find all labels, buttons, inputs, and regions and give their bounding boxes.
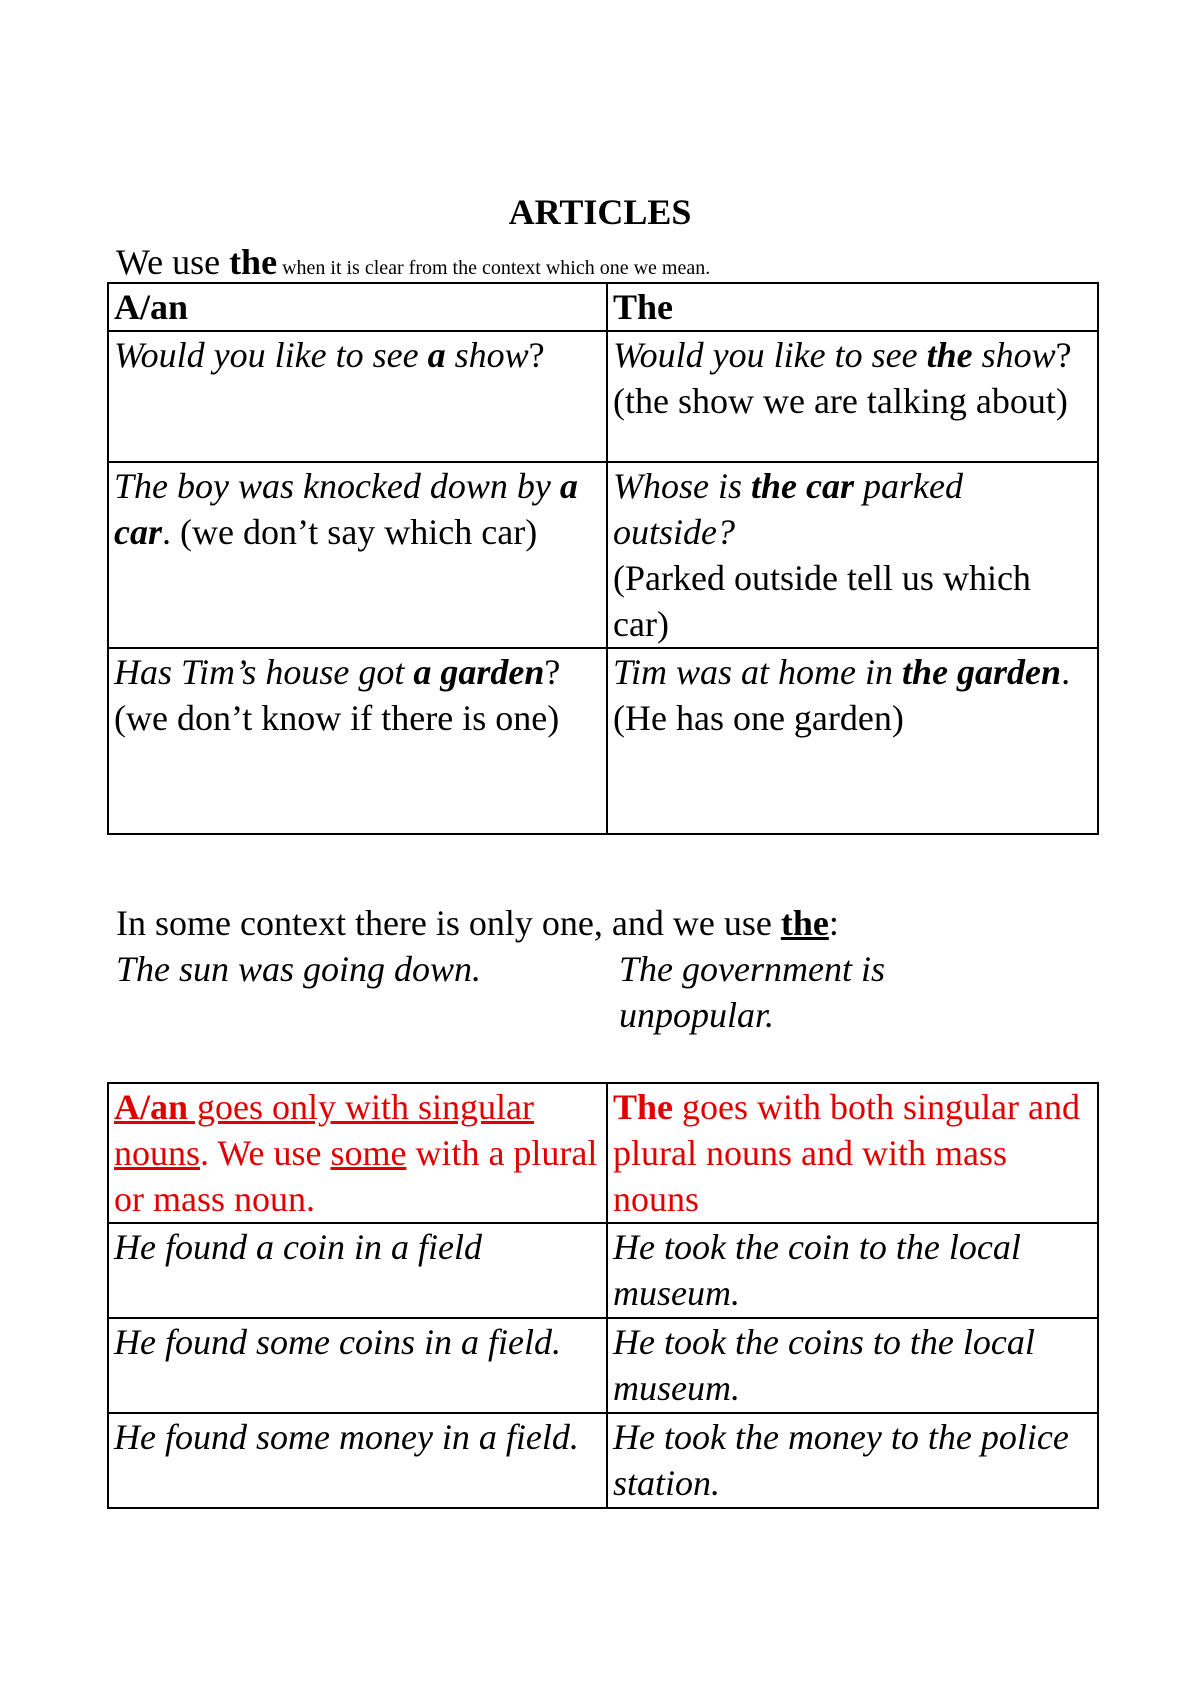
cell-right [607,1318,1098,1413]
cell-text: (we don’t know if there is one) [114,698,560,738]
cell-text: Would you like to see [114,335,428,375]
cell-right [607,462,1098,648]
cell-text: He found a coin in a field [114,1227,482,1267]
page-title: ARTICLES [508,192,692,232]
example-row [116,992,1116,1038]
header-text: some [330,1133,407,1173]
line-prefix: In some context there is only one, and we use [116,903,781,943]
example-right-cont: unpopular. [619,995,775,1035]
cell-right [607,1413,1098,1508]
cell-text: ? (the show we are talking about) [613,335,1072,421]
line-suffix: : [828,903,839,943]
table-row [108,331,1098,462]
only-one-line [116,900,1116,946]
table-header-row [108,283,1098,331]
header-text: . We use [200,1133,331,1173]
cell-text: He found some money in a field. [114,1417,579,1457]
header-text: with a plural or mass noun. [114,1133,598,1219]
example-right: The government is [619,949,885,989]
example-left: The sun was going down. [116,949,482,989]
table-row [108,648,1098,834]
cell-left [108,1318,607,1413]
header-right [607,1083,1098,1223]
cell-text: He found some coins in a field. [114,1322,561,1362]
intro-suffix: when it is clear from the context which one we mean. [277,257,711,279]
cell-text: . [1061,652,1071,692]
cell-text: Would you like to see [613,335,927,375]
header-left [108,1083,607,1223]
cell-bold: the car [751,466,854,506]
cell-text: He took the money to the police station. [613,1417,1069,1503]
cell-text: . (we don’t say which car) [162,512,538,552]
cell-left [108,1413,607,1508]
header-text: goes with both singular and plural nouns and with mass nouns [613,1087,1080,1219]
cell-right [607,1223,1098,1318]
cell-text: show [445,335,529,375]
cell-text: Has Tim’s house got [114,652,414,692]
cell-text: parked outside? [613,466,963,552]
cell-text: (Parked outside tell us which car) [613,558,1031,644]
only-one-section [116,900,1116,1038]
cell-left [108,648,607,834]
cell-left [108,462,607,648]
cell-text: show [972,335,1056,375]
cell-bold: the garden [902,652,1062,692]
table-header-row [108,1083,1098,1223]
example-row [116,946,1116,992]
intro-prefix: We use [116,242,230,282]
table-row [108,1223,1098,1318]
cell-text: He took the coins to the local museum. [613,1322,1035,1408]
cell-left [108,1223,607,1318]
cell-text: ? [528,335,545,375]
cell-right [607,331,1098,462]
cell-left [108,331,607,462]
header-a-an: A/an [108,283,607,331]
cell-text: The boy was knocked down by [114,466,560,506]
cell-text: He took the coin to the local museum. [613,1227,1021,1313]
table-row [108,1413,1098,1508]
cell-text: ? [544,652,561,692]
header-bold: The [613,1087,674,1127]
singular-plural-table [107,1082,1099,1509]
cell-bold: the [926,335,973,375]
articles-table [107,282,1099,835]
cell-bold: a garden [413,652,545,692]
header-the: The [607,283,1098,331]
table-row [108,1318,1098,1413]
cell-text: (He has one garden) [613,698,904,738]
cell-text: Whose is [613,466,751,506]
table-row [108,462,1098,648]
cell-bold: a [427,335,446,375]
intro-bold: the [229,242,278,282]
header-bold: A/an [114,1087,189,1127]
cell-text: Tim was at home in [613,652,903,692]
line-bold: the [780,903,829,943]
cell-bold: a car [114,466,578,552]
header-text: goes only with singular nouns [114,1087,535,1173]
cell-right [607,648,1098,834]
